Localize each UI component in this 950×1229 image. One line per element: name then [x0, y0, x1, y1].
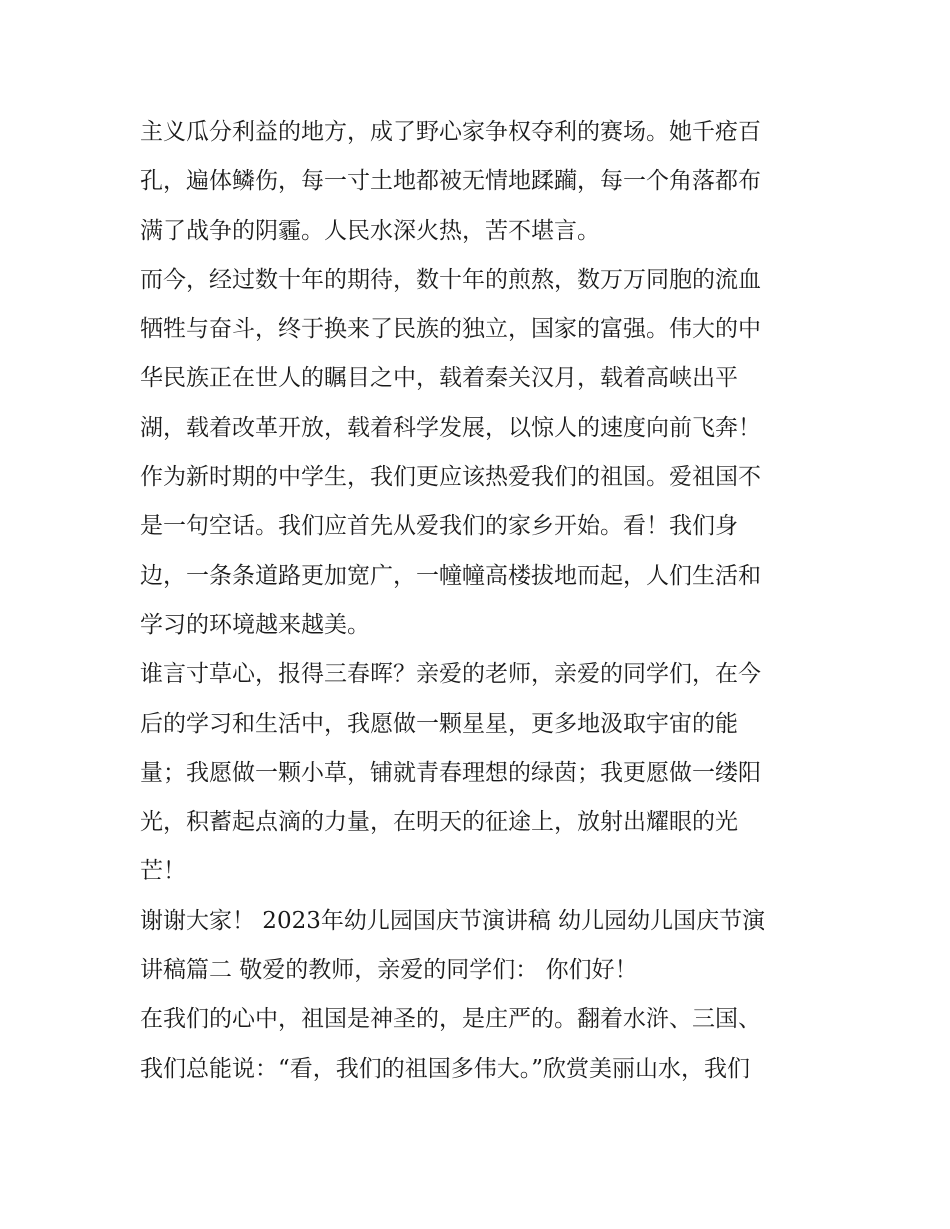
text-line: 牺牲与奋斗，终于换来了民族的独立，国家的富强。伟大的中 — [140, 316, 761, 343]
text-line: 华民族正在世人的瞩目之中，载着秦关汉月，载着高峡出平 — [140, 365, 738, 392]
text-line: 我们总能说：“看，我们的祖国多伟大。”欣赏美丽山水，我们 — [140, 1055, 751, 1082]
text-line: 后的学习和生活中，我愿做一颗星星，更多地汲取宇宙的能 — [140, 710, 738, 737]
text-line: 光，积蓄起点滴的力量，在明天的征途上，放射出耀眼的光 — [140, 809, 738, 836]
body-text — [140, 108, 840, 1094]
text-line: 量；我愿做一颗小草，铺就青春理想的绿茵；我更愿做一缕阳 — [140, 759, 761, 786]
text-line: 作为新时期的中学生，我们更应该热爱我们的祖国。爱祖国不 — [140, 464, 761, 491]
text-line: 而今，经过数十年的期待，数十年的煎熬，数万万同胞的流血 — [140, 266, 761, 293]
text-line: 满了战争的阴霾。人民水深火热，苦不堪言。 — [140, 217, 600, 244]
text-line: 主义瓜分利益的地方，成了野心家争权夺利的赛场。她千疮百 — [140, 119, 761, 145]
text-line: 学习的环境越来越美。 — [140, 611, 370, 638]
text-line: 讲稿篇二 敬爱的教师，亲爱的同学们： 你们好！ — [140, 957, 638, 984]
text-line: 在我们的心中，祖国是神圣的，是庄严的。翻着水浒、三国、 — [140, 1006, 761, 1033]
text-line: 孔，遍体鳞伤，每一寸土地都被无情地蹂躏，每一个角落都布 — [140, 168, 761, 195]
text-line: 谁言寸草心，报得三春晖？亲爱的老师，亲爱的同学们，在今 — [140, 661, 761, 688]
text-line: 谢谢大家！ 2023年幼儿园国庆节演讲稿 幼儿园幼儿国庆节演 — [140, 907, 766, 934]
text-line: 是一句空话。我们应首先从爱我们的家乡开始。看！我们身 — [140, 513, 738, 540]
text-line: 边，一条条道路更加宽广，一幢幢高楼拔地而起，人们生活和 — [140, 562, 761, 589]
text-line: 湖，载着改革开放，载着科学发展，以惊人的速度向前飞奔！ — [140, 414, 761, 441]
text-line: 芒！ — [140, 858, 186, 885]
